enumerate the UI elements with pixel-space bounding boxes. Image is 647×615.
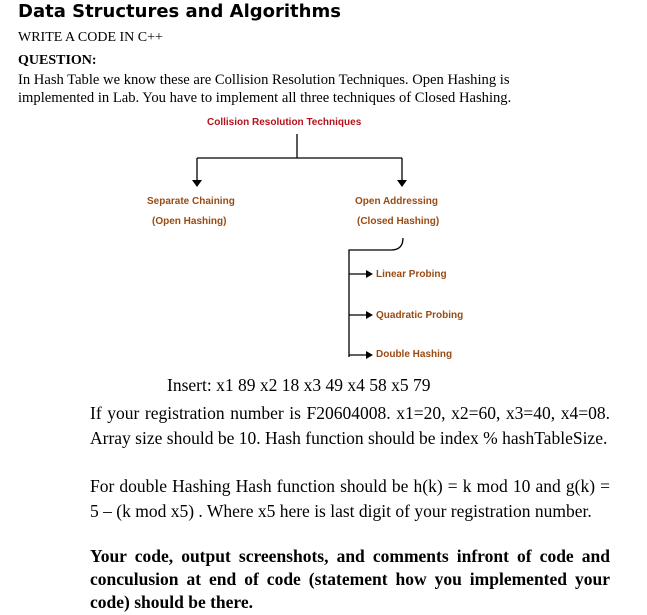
arrowhead-linear: [366, 270, 373, 278]
subtitle: WRITE A CODE IN C++: [18, 30, 163, 45]
node-quadratic-probing: Quadratic Probing: [376, 310, 464, 321]
question-label: QUESTION:: [18, 53, 97, 68]
node-double-hashing: Double Hashing: [376, 349, 453, 360]
question-line-1: In Hash Table we know these are Collision Resolution Techniques. Open Hashing is: [18, 72, 510, 88]
paragraph-deliverables: Your code, output screenshots, and comments infront of code and conculusion at end of code (statement how you implemented your code) should be there.: [90, 546, 610, 612]
right-child-trunk: [349, 238, 403, 357]
node-separate-chaining: Separate Chaining: [147, 196, 235, 207]
node-linear-probing: Linear Probing: [376, 269, 447, 280]
document-title: Data Structures and Algorithms: [18, 1, 341, 22]
paragraph-registration: If your registration number is F20604008. x1=20, x2=60, x3=40, x4=08. Array size should be 10. Hash function should be index % hashTableSize.: [90, 403, 610, 448]
arrowhead-quadratic: [366, 311, 373, 319]
insert-line: Insert: x1 89 x2 18 x3 49 x4 58 x5 79: [167, 375, 431, 395]
paragraph-double-hashing: For double Hashing Hash function should be h(k) = k mod 10 and g(k) = 5 – (k mod x5) . Where x5 here is last digit of your registration number.: [90, 476, 610, 521]
node-open-addressing: Open Addressing: [355, 196, 438, 207]
question-line-2: implemented in Lab. You have to implement all three techniques of Closed Hashing.: [18, 90, 512, 106]
node-closed-hashing: (Closed Hashing): [357, 216, 440, 227]
node-open-hashing: (Open Hashing): [152, 216, 227, 227]
diagram-root: Collision Resolution Techniques: [207, 117, 362, 128]
arrowhead-right: [397, 180, 407, 187]
arrowhead-double: [366, 351, 373, 359]
arrowhead-left: [192, 180, 202, 187]
